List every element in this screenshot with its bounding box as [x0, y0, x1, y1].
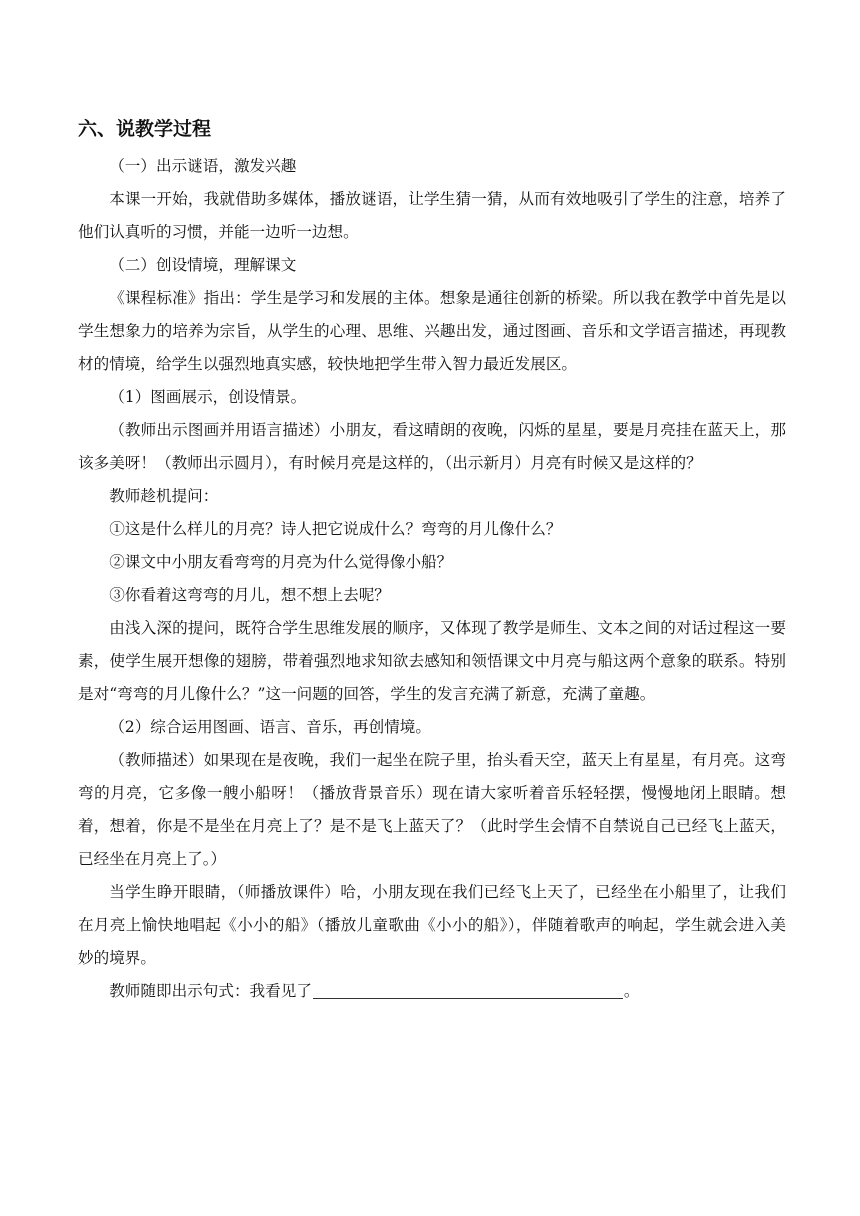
document-body	[78, 150, 786, 1008]
question-item: ①这是什么样儿的月亮？诗人把它说成什么？弯弯的月儿像什么？	[109, 520, 562, 538]
paragraph: 本课一开始，我就借助多媒体，播放谜语，让学生猜一猜，从而有效地吸引了学生的注意，培养了他们认真听的习惯，并能一边听一边想。	[78, 190, 786, 241]
subheading-2: （二）创设情境，理解课文	[109, 256, 297, 274]
sentence-pattern-line	[78, 975, 786, 1008]
subheading-step-1: （1）图画展示，创设情景。	[109, 388, 307, 406]
paragraph: 当学生睁开眼睛，（师播放课件）哈，小朋友现在我们已经飞上天了，已经坐在小船里了，让我们在月亮上愉快地唱起《小小的船》（播放儿童歌曲《小小的船》），伴随着歌声的响起，学生就会进入美妙的境界。	[78, 883, 786, 967]
question-item: ③你看着这弯弯的月儿，想不想上去呢？	[109, 586, 390, 604]
fill-in-blank	[313, 982, 623, 999]
sentence-suffix: 。	[623, 982, 640, 1000]
section-title: 六、说教学过程	[78, 118, 212, 140]
paragraph: （教师出示图画并用语言描述）小朋友，看这晴朗的夜晚，闪烁的星星，要是月亮挂在蓝天上，那该多美呀！（教师出示圆月），有时候月亮是这样的，（出示新月）月亮有时候又是这样的？	[78, 421, 786, 472]
paragraph: （教师描述）如果现在是夜晚，我们一起坐在院子里，抬头看天空，蓝天上有星星，有月亮。这弯弯的月亮，它多像一艘小船呀！（播放背景音乐）现在请大家听着音乐轻轻摆，慢慢地闭上眼睛。想着，想着，你是不是坐在月亮上了？是不是飞上蓝天了？（此时学生会情不自禁说自己已经飞上蓝天，已经坐在月亮上了。）	[78, 751, 786, 868]
subheading-step-2: （2）综合运用图画、语言、音乐，再创情境。	[109, 718, 431, 736]
paragraph: 《课程标准》指出：学生是学习和发展的主体。想象是通往创新的桥梁。所以我在教学中首先是以学生想象力的培养为宗旨，从学生的心理、思维、兴趣出发，通过图画、音乐和文学语言描述，再现教材的情境，给学生以强烈地真实感，较快地把学生带入智力最近发展区。	[78, 289, 786, 373]
subheading-1: （一）出示谜语，激发兴趣	[109, 157, 297, 175]
question-item: ②课文中小朋友看弯弯的月亮为什么觉得像小船？	[109, 553, 453, 571]
paragraph: 教师趁机提问：	[109, 487, 219, 505]
paragraph: 由浅入深的提问，既符合学生思维发展的顺序，又体现了教学是师生、文本之间的对话过程这一要素，使学生展开想像的翅膀，带着强烈地求知欲去感知和领悟课文中月亮与船这两个意象的联系。特别是对“弯弯的月儿像什么？”这一问题的回答，学生的发言充满了新意，充满了童趣。	[78, 619, 786, 703]
sentence-prefix: 教师随即出示句式：我看见了	[109, 982, 312, 1000]
